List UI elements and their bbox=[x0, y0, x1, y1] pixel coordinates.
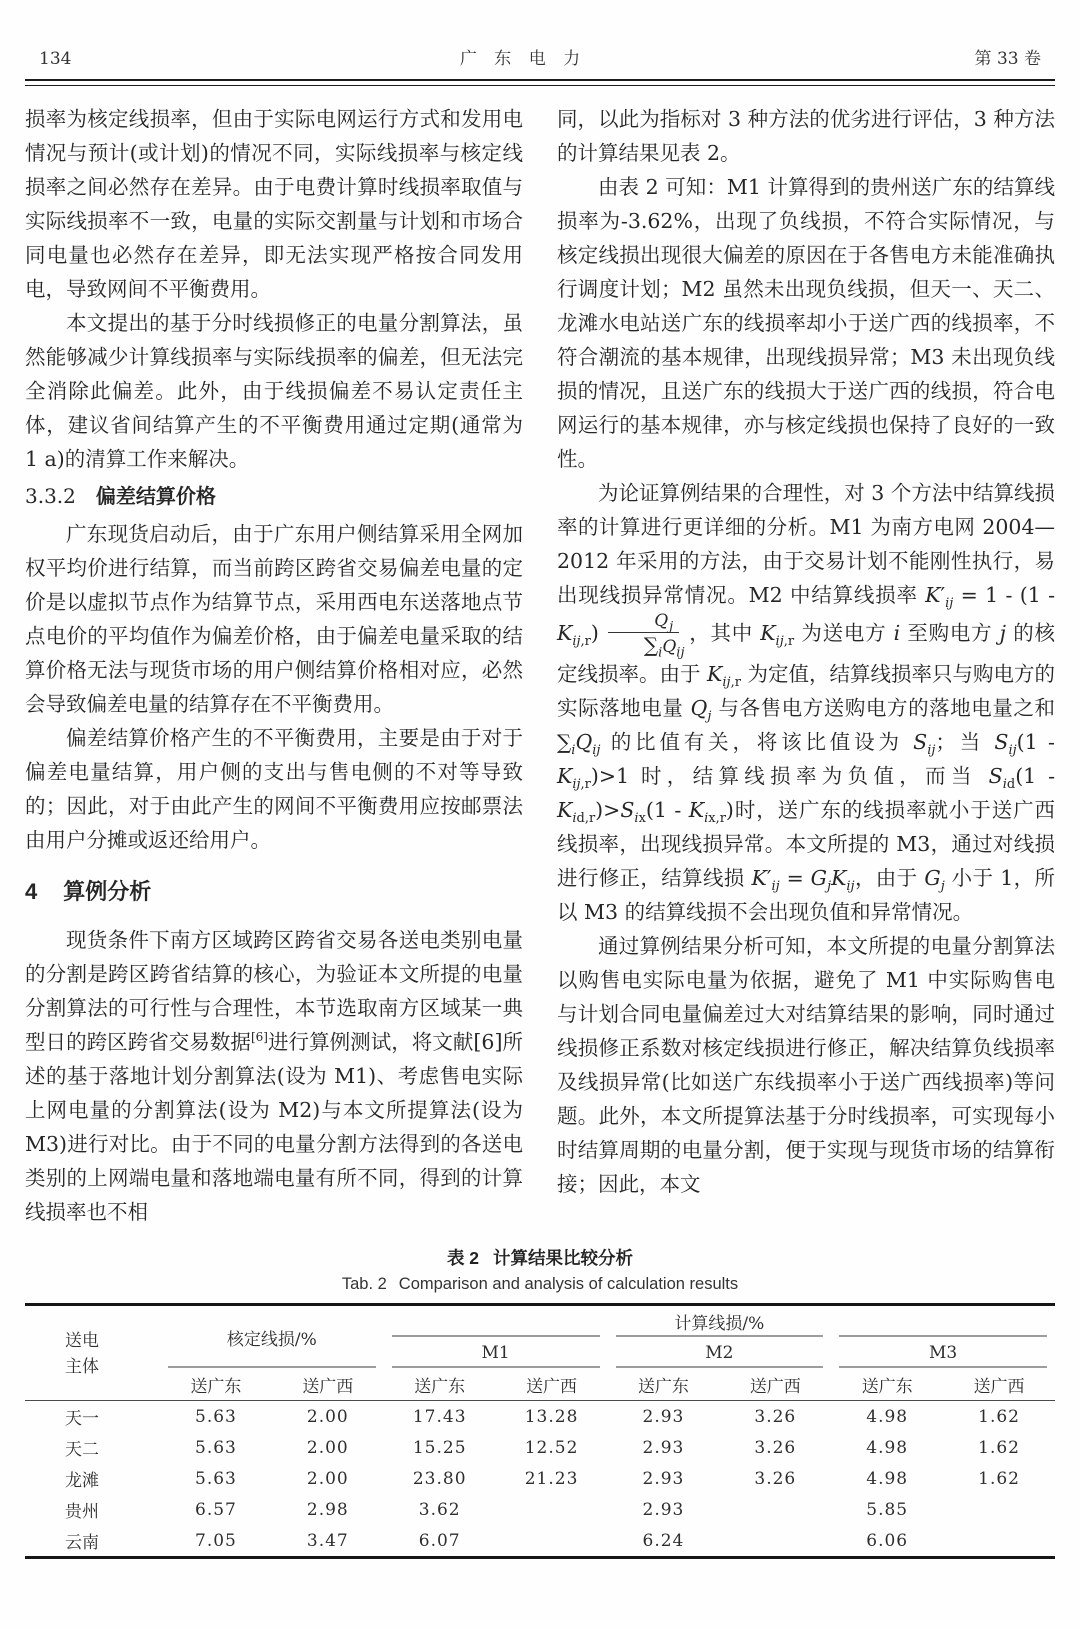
column-group-m3: M3 bbox=[929, 1342, 958, 1363]
table-cell: 1.62 bbox=[978, 1406, 1020, 1427]
section-heading-4 bbox=[25, 875, 523, 909]
subheader-to-guangxi: 送广西 bbox=[749, 1377, 801, 1397]
table-cell: 2.93 bbox=[642, 1406, 685, 1427]
journal-title: 广 东 电 力 bbox=[459, 49, 587, 69]
table-caption bbox=[25, 1245, 1055, 1294]
table-cell: 2.00 bbox=[306, 1468, 349, 1489]
table-cell: 3.26 bbox=[754, 1468, 797, 1489]
subheader-to-guangdong: 送广东 bbox=[637, 1377, 689, 1397]
left-paragraph-2: 本文提出的基于分时线损修正的电量分割算法，虽然能够减少计算线损率与实际线损率的偏差，但无法完全消除此偏差。此外，由于线损偏差不易认定责任主体，建议省间结算产生的不平衡费用通过定期(通常为 1 a)的清算工作来解决。 bbox=[25, 311, 523, 471]
table-cell: 12.52 bbox=[524, 1437, 579, 1458]
table-caption-en-text: Comparison and analysis of calculation results bbox=[398, 1275, 739, 1293]
table-row-entity: 龙滩 bbox=[65, 1471, 99, 1491]
right-paragraph-1: 同，以此为指标对 3 种方法的优劣进行评估，3 种方法的计算结果见表 2。 bbox=[557, 107, 1055, 165]
column-group-m1: M1 bbox=[481, 1342, 510, 1363]
body-columns bbox=[25, 102, 1055, 1229]
subheader-to-guangdong: 送广东 bbox=[414, 1377, 466, 1397]
table-cell: 21.23 bbox=[524, 1468, 579, 1489]
table-cell: 6.06 bbox=[866, 1530, 909, 1551]
table-cell: 2.93 bbox=[642, 1437, 685, 1458]
table-cell: 2.93 bbox=[642, 1499, 685, 1520]
table-cell bbox=[943, 1525, 1055, 1556]
table-cell: 4.98 bbox=[866, 1437, 909, 1458]
right-paragraph-2: 由表 2 可知：M1 计算得到的贵州送广东的结算线损率为-3.62%，出现了负线损，不符合实际情况，与核定线损出现很大偏差的原因在于各售电方未能准确执行调度计划；M2 虽然未出现负线损，但天一、天二、龙滩水电站送广东的线损率却小于送广西的线损率，不符合潮流的基本规律，出现线损异常；M3 未出现负线损的情况，且送广东的线损大于送广西的线损，符合电网运行的基本规律，亦与核定线损也保持了良好的一致性。 bbox=[557, 175, 1055, 471]
table-cell: 3.47 bbox=[306, 1530, 349, 1551]
left-paragraph-5: 现货条件下南方区域跨区跨省交易各送电类别电量的分割是跨区跨省结算的核心，为验证本文所提的电量分割算法的可行性与合理性，本节选取南方区域某一典型日的跨区跨省交易数据[6]进行算例测试，将文献[6]所述的基于落地计划分割算法(设为 M1)、考虑售电实际上网电量的分割算法(设为 M2)与本文所提算法(设为 M3)进行对比。由于不同的电量分割方法得到的各送电类别的上网端电量和落地端电量有所不同，得到的计算线损率也不相 bbox=[25, 928, 524, 1224]
header-double-rule bbox=[25, 79, 1055, 86]
table-cell: 6.07 bbox=[418, 1530, 461, 1551]
table-caption-en-label: Tab. 2 bbox=[341, 1275, 387, 1293]
table-cell: 5.63 bbox=[195, 1437, 237, 1458]
table-cell: 15.25 bbox=[412, 1437, 467, 1458]
table-cell: 1.62 bbox=[978, 1437, 1020, 1458]
table-cell: 2.93 bbox=[642, 1468, 685, 1489]
table-cell: 3.26 bbox=[754, 1437, 797, 1458]
table-row-entity: 天一 bbox=[65, 1409, 99, 1429]
table-cell: 23.80 bbox=[412, 1468, 467, 1489]
table-cell bbox=[719, 1525, 831, 1556]
left-column bbox=[25, 102, 523, 1229]
left-paragraph-4: 偏差结算价格产生的不平衡费用，主要是由于对于偏差电量结算，用户侧的支出与售电侧的不对等导致的；因此，对于由此产生的网间不平衡费用应按邮票法由用户分摊或返还给用户。 bbox=[25, 726, 523, 852]
table-row-entity: 贵州 bbox=[65, 1502, 99, 1522]
table-row-entity: 天二 bbox=[65, 1440, 99, 1460]
column-header-entity: 送电 主体 bbox=[65, 1330, 99, 1377]
right-column bbox=[557, 102, 1055, 1229]
subsection-title: 偏差结算价格 bbox=[95, 486, 216, 508]
table-cell: 6.57 bbox=[195, 1499, 237, 1520]
table-caption-zh-label: 表 2 bbox=[446, 1248, 480, 1268]
table-cell: 2.00 bbox=[306, 1406, 349, 1427]
table-cell bbox=[719, 1494, 831, 1525]
table-caption-zh-text: 计算结果比较分析 bbox=[493, 1248, 634, 1268]
table-cell: 1.62 bbox=[978, 1468, 1020, 1489]
results-table bbox=[25, 1303, 1055, 1559]
column-group-approved-loss: 核定线损/% bbox=[226, 1329, 317, 1350]
table-cell: 13.28 bbox=[524, 1406, 579, 1427]
table-cell bbox=[496, 1525, 608, 1556]
right-paragraph-3-formula: 为论证算例结果的合理性，对 3 个方法中结算线损率的计算进行更详细的分析。M1 为南方电网 2004—2012 年采用的方法，由于交易计划不能刚性执行，易出现线损异常情况。M2 中结算线损率 $K'_{ij} = 1 - (1 - K_{ij,r})$ $\frac{Q_j}{\sum_iQ_{ij}}$ ，其中 $K_{ij,r}$ 为送电方 i 至购电方 j 的核定线损率。由于 $K_{ij,r}$ 为定值，结算线损率只与购电方的实际落地电量 $Q_j$ 与各售电方送购电方的落地电量之和 $\sum_iQ_{ij}$ 的比值有关，将该比值设为 $S_{ij}$；当 $S_{ij}(1 - K_{ij,r})>1$ 时，结算线损率为负值，而当 $S_{id}(1 - K_{id,r})>S_{ix}(1 - K_{ix,r})$时，送广东的线损率就小于送广西线损率，出现线损异常。本文所提的 M3，通过对线损进行修正，结算线损 $K'_{ij} = G_jK_{ij}$，由于 $G_j$ 小于 1，所以 M3 的结算线损不会出现负值和异常情况。 bbox=[557, 481, 1056, 925]
column-group-calculated-loss: 计算线损/% bbox=[674, 1314, 765, 1334]
table-cell: 2.00 bbox=[306, 1437, 349, 1458]
table-cell bbox=[496, 1494, 608, 1525]
page-number: 134 bbox=[39, 49, 72, 69]
table-cell: 4.98 bbox=[866, 1406, 909, 1427]
subheader-to-guangxi: 送广西 bbox=[973, 1377, 1025, 1397]
table-cell: 5.85 bbox=[866, 1499, 909, 1520]
table-caption-en bbox=[25, 1275, 1055, 1294]
page-header bbox=[25, 44, 1055, 69]
table-caption-zh bbox=[25, 1245, 1055, 1270]
subheader-to-guangxi: 送广西 bbox=[302, 1377, 354, 1397]
left-paragraph-1: 损率为核定线损率，但由于实际电网运行方式和发用电情况与预计(或计划)的情况不同，实际线损率与核定线损率之间必然存在差异。由于电费计算时线损率取值与实际线损率不一致，电量的实际交割量与计划和市场合同电量也必然存在差异，即无法实现严格按合同发用电，导致网间不平衡费用。 bbox=[25, 107, 523, 301]
volume-label: 第 33 卷 bbox=[974, 49, 1041, 69]
table-cell: 17.43 bbox=[412, 1406, 467, 1427]
right-paragraph-4: 通过算例结果分析可知，本文所提的电量分割算法以购售电实际电量为依据，避免了 M1 中实际购售电与计划合同电量偏差过大对结算结果的影响，同时通过线损修正系数对核定线损进行修正，解决结算负线损率及线损异常(比如送广东线损率小于送广西线损率)等问题。此外，本文所提算法基于分时线损率，可实现每小时结算周期的电量分割，便于实现与现货市场的结算衔接；因此，本文 bbox=[557, 934, 1055, 1197]
table-cell: 2.98 bbox=[306, 1499, 349, 1520]
subsection-heading-332 bbox=[25, 479, 523, 514]
table-cell: 3.62 bbox=[418, 1499, 461, 1520]
subheader-to-guangdong: 送广东 bbox=[190, 1377, 242, 1397]
table-row-entity: 云南 bbox=[65, 1533, 99, 1553]
subheader-to-guangxi: 送广西 bbox=[526, 1377, 578, 1397]
subheader-to-guangdong: 送广东 bbox=[861, 1377, 913, 1397]
table-cell: 4.98 bbox=[866, 1468, 909, 1489]
subsection-number: 3.3.2 bbox=[25, 484, 76, 508]
table-cell: 7.05 bbox=[195, 1530, 237, 1551]
table-cell: 5.63 bbox=[195, 1406, 237, 1427]
section-title: 算例分析 bbox=[63, 879, 152, 904]
table-cell: 5.63 bbox=[195, 1468, 237, 1489]
table-cell: 3.26 bbox=[754, 1406, 797, 1427]
table-cell: 6.24 bbox=[642, 1530, 685, 1551]
section-number: 4 bbox=[25, 879, 38, 904]
column-group-m2: M2 bbox=[705, 1342, 734, 1363]
table-cell bbox=[943, 1494, 1055, 1525]
left-paragraph-3: 广东现货启动后，由于广东用户侧结算采用全网加权平均价进行结算，而当前跨区跨省交易偏差电量的定价是以虚拟节点作为结算节点，采用西电东送落地点节点电价的平均值作为偏差价格，由于偏差电量采取的结算价格无法与现货市场的用户侧结算价格相对应，必然会导致偏差电量的结算存在不平衡费用。 bbox=[25, 522, 523, 716]
